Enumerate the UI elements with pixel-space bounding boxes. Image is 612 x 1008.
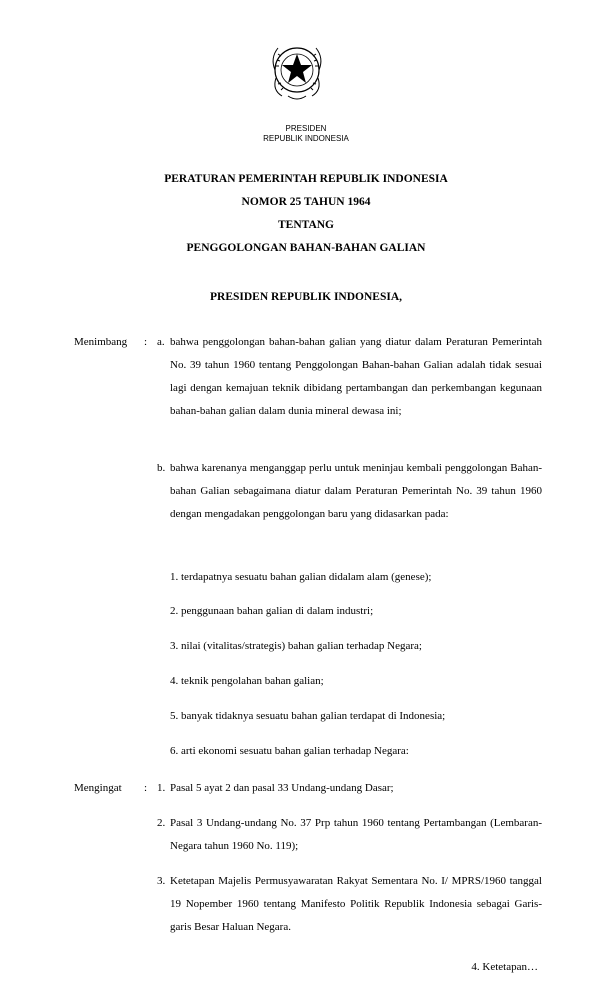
mengingat-label: Mengingat — [74, 782, 122, 794]
title-line-4: PENGGOLONGAN BAHAN-BAHAN GALIAN — [186, 242, 426, 254]
title-line-3: TENTANG — [277, 219, 335, 231]
emblem-caption-presiden: PRESIDEN — [285, 124, 327, 133]
page-continuation: 4. Ketetapan… — [471, 961, 538, 973]
mengingat-3-marker: 3. — [157, 875, 166, 887]
mengingat-colon: : — [144, 782, 148, 794]
mengingat-2-marker: 2. — [157, 817, 166, 829]
menimbang-b-text: bahwa karenanya menganggap perlu untuk meninjau kembali penggolongan Bahan-bahan Galian sebagaimana diatur dalam Peraturan Pemerintah No. 39 tahun 1960 dengan mengadakan penggolongan baru yang didasarkan pada: — [170, 462, 542, 520]
emblem-caption-republik: REPUBLIK INDONESIA — [263, 134, 349, 143]
menimbang-b-item-6: 6. arti ekonomi sesuatu bahan galian terhadap Negara: — [170, 745, 409, 757]
menimbang-b-item-5: 5. banyak tidaknya sesuatu bahan galian terdapat di Indonesia; — [170, 710, 446, 722]
menimbang-b-item-3: 3. nilai (vitalitas/strategis) bahan galian terhadap Negara; — [170, 640, 422, 652]
menimbang-a-text: bahwa penggolongan bahan-bahan galian yang diatur dalam Peraturan Pemerintah No. 39 tahun 1960 tentang Penggolongan Bahan-bahan Galian adalah tidak sesuai lagi dengan kemajuan teknik dibidang pertambangan dan perkembangan kegunaan bahan-bahan galian dalam dunia mineral dewasa ini; — [170, 336, 542, 417]
menimbang-a-marker: a. — [157, 336, 165, 348]
menimbang-b-item-4: 4. teknik pengolahan bahan galian; — [170, 675, 324, 687]
president-heading: PRESIDEN REPUBLIK INDONESIA, — [209, 291, 403, 303]
title-line-1: PERATURAN PEMERINTAH REPUBLIK INDONESIA — [164, 173, 448, 185]
mengingat-1-marker: 1. — [157, 782, 166, 794]
mengingat-2-text: Pasal 3 Undang-undang No. 37 Prp tahun 1960 tentang Pertambangan (Lembaran-Negara tahun 1960 No. 119); — [170, 817, 542, 852]
garuda-star-emblem-icon — [266, 38, 328, 118]
menimbang-label: Menimbang — [74, 336, 128, 348]
mengingat-3-text: Ketetapan Majelis Permusyawaratan Rakyat Sementara No. I/ MPRS/1960 tanggal 19 Nopember 1960 tentang Manifesto Politik Republik Indonesia sebagai Garis-garis Besar Haluan Negara. — [170, 875, 542, 933]
menimbang-colon: : — [144, 336, 148, 348]
title-line-2: NOMOR 25 TAHUN 1964 — [241, 196, 371, 208]
menimbang-b-item-1: 1. terdapatnya sesuatu bahan galian didalam alam (genese); — [170, 571, 432, 583]
menimbang-b-item-2: 2. penggunaan bahan galian di dalam industri; — [170, 605, 374, 617]
menimbang-b-marker: b. — [157, 462, 166, 474]
mengingat-1-text: Pasal 5 ayat 2 dan pasal 33 Undang-undang Dasar; — [170, 782, 394, 794]
